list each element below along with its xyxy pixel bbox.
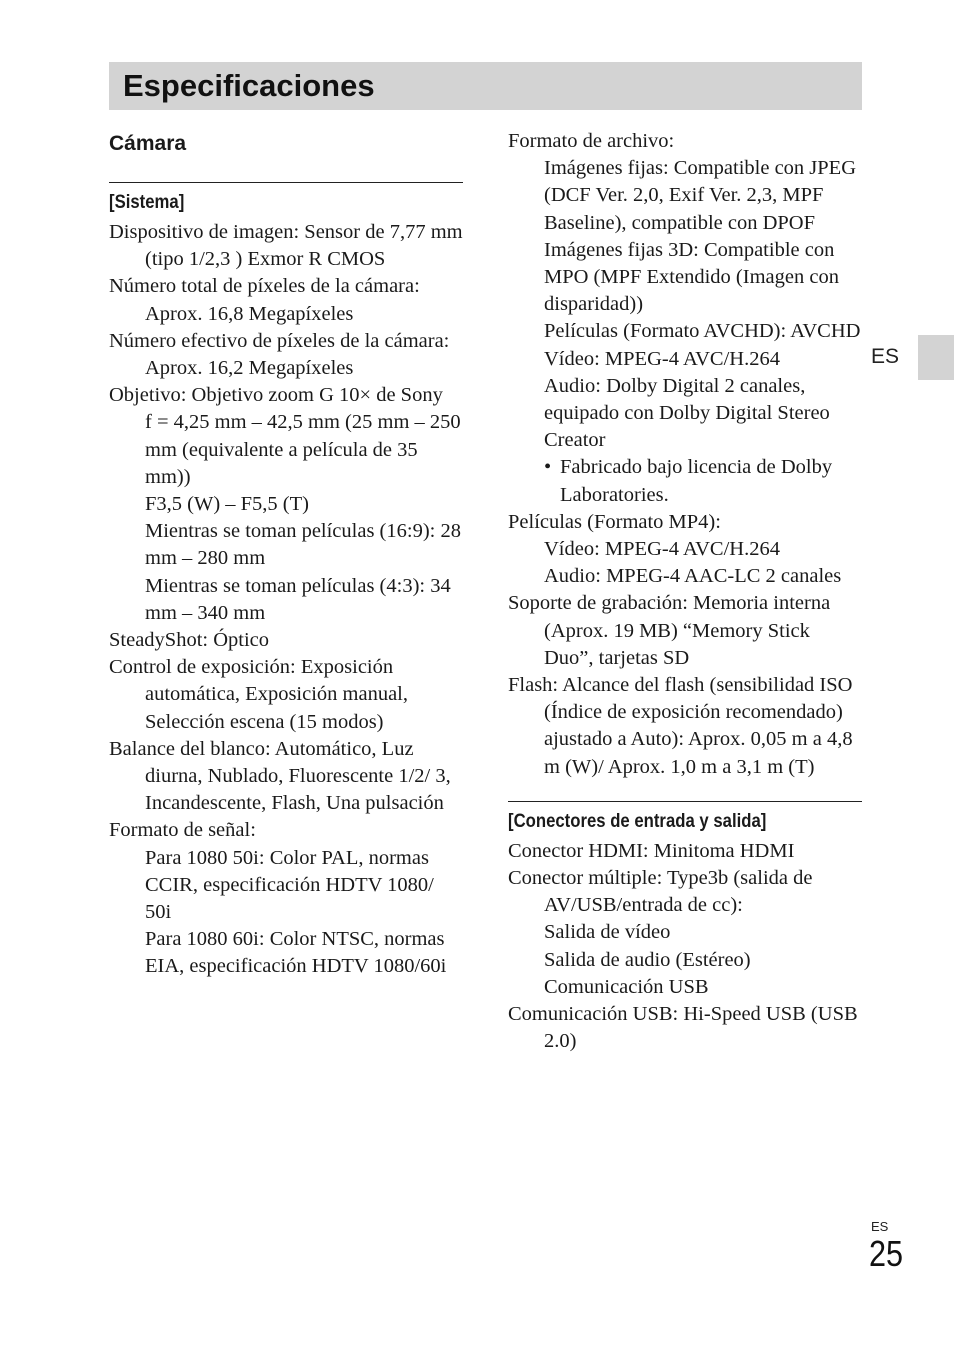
- title-bar: [109, 62, 862, 110]
- spec-multi-video-out: Salida de vídeo: [544, 921, 671, 944]
- spec-file-format-video: Vídeo: MPEG-4 AVC/H.264: [544, 347, 780, 370]
- spec-signal-format-60i: Para 1080 60i: Color NTSC, normas EIA, especificación HDTV 1080/60i: [145, 928, 447, 978]
- spec-storage-media: Soporte de grabación: Memoria interna (Aprox. 19 MB) “Memory Stick Duo”, tarjetas SD: [508, 592, 831, 669]
- dolby-license-note: [508, 454, 862, 508]
- spec-lens-movie-16-9: Mientras se toman películas (16:9): 28 mm – 280 mm: [145, 520, 461, 570]
- spec-file-format-avchd: Películas (Formato AVCHD): AVCHD: [544, 320, 861, 343]
- spec-mp4-audio: Audio: MPEG-4 AAC-LC 2 canales: [544, 565, 842, 588]
- spec-usb: Comunicación USB: Hi-Speed USB (USB 2.0): [508, 1003, 858, 1053]
- spec-mp4: Películas (Formato MP4):: [508, 510, 721, 533]
- spec-lens-movie-4-3: Mientras se toman películas (4:3): 34 mm – 340 mm: [145, 574, 451, 624]
- side-language-tab: [918, 335, 954, 380]
- spec-multi-audio-out: Salida de audio (Estéreo): [544, 948, 751, 971]
- spec-mp4-video: Vídeo: MPEG-4 AVC/H.264: [544, 538, 780, 561]
- spec-file-format-still-3d: Imágenes fijas 3D: Compatible con MPO (MPF Extendido (Imagen con disparidad)): [544, 238, 839, 316]
- spec-steadyshot: SteadyShot: Óptico: [109, 629, 270, 652]
- spec-file-format: Formato de archivo:: [508, 130, 675, 152]
- spec-multi-connector: Conector múltiple: Type3b (salida de AV/USB/entrada de cc):: [508, 867, 813, 917]
- spec-lens-focal-length: f = 4,25 mm – 42,5 mm (25 mm – 250 mm (equivalente a película de 35 mm)): [145, 411, 461, 488]
- subsection-title-connectors: [Conectores de entrada y salida]: [508, 810, 767, 832]
- spec-exposure-control: Control de exposición: Exposición automática, Exposición manual, Selección escena (15 modos): [109, 656, 409, 733]
- spec-lens: Objetivo: Objetivo zoom G 10× de Sony: [109, 384, 443, 407]
- subsection-connectors: [508, 801, 862, 1056]
- spec-signal-format: Formato de señal:: [109, 819, 256, 842]
- side-language-label: ES: [871, 345, 900, 368]
- spec-total-pixels: Número total de píxeles de la cámara: Aprox. 16,8 Megapíxeles: [109, 275, 420, 325]
- spec-signal-format-50i: Para 1080 50i: Color PAL, normas CCIR, especificación HDTV 1080/ 50i: [145, 846, 434, 924]
- subsection-system: [109, 182, 463, 981]
- page-title: Especificaciones: [123, 68, 375, 103]
- page-number: 25: [869, 1233, 904, 1274]
- right-column: [508, 128, 862, 1056]
- spec-effective-pixels: Número efectivo de píxeles de la cámara: Aprox. 16,2 Megapíxeles: [109, 329, 450, 380]
- bullet-icon: •: [544, 456, 552, 479]
- footer-language-label: ES: [871, 1219, 889, 1234]
- dolby-license-text: Fabricado bajo licencia de Dolby Laboratories.: [560, 456, 833, 506]
- spec-multi-usb: Comunicación USB: [544, 975, 709, 998]
- spec-image-sensor: Dispositivo de imagen: Sensor de 7,77 mm (tipo 1/2,3 ) Exmor R CMOS: [109, 221, 463, 271]
- left-column: [109, 128, 463, 981]
- spec-white-balance: Balance del blanco: Automático, Luz diurna, Nublado, Fluorescente 1/2/ 3, Incandescente, Flash, Una pulsación: [109, 737, 451, 815]
- spec-hdmi: Conector HDMI: Minitoma HDMI: [508, 839, 795, 862]
- spec-file-format-still: Imágenes fijas: Compatible con JPEG (DCF Ver. 2,0, Exif Ver. 2,3, MPF Baseline), compatible con DPOF: [544, 157, 856, 234]
- subsection-title-system: [Sistema]: [109, 192, 185, 213]
- spec-flash: Flash: Alcance del flash (sensibilidad ISO (Índice de exposición recomendado) ajustado a Auto): Aprox. 0,05 m a 4,8 m (W)/ Aprox. 1,0 m a 3,1 m (T): [508, 674, 853, 778]
- section-heading-camera: Cámara: [109, 132, 187, 155]
- spec-lens-aperture: F3,5 (W) – F5,5 (T): [145, 493, 309, 516]
- spec-file-format-audio: Audio: Dolby Digital 2 canales, equipado con Dolby Digital Stereo Creator: [544, 374, 830, 452]
